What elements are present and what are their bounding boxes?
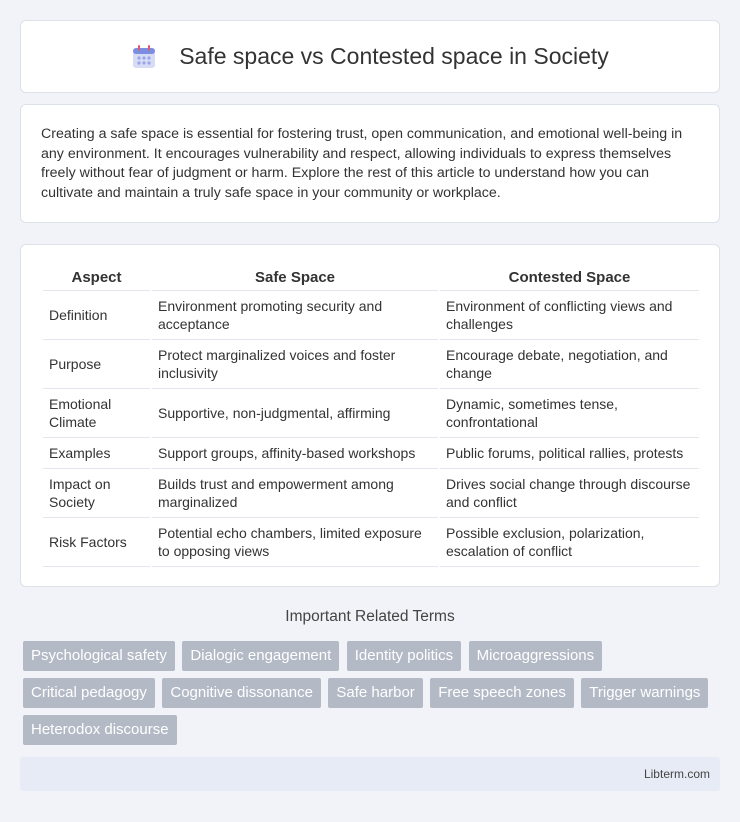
header-safe-space: Safe Space bbox=[151, 265, 439, 291]
comparison-table bbox=[43, 265, 699, 567]
footer-site-link[interactable]: Libterm.com bbox=[643, 767, 710, 781]
row-safe: Potential echo chambers, limited exposure to opposing views bbox=[151, 518, 439, 567]
header-aspect: Aspect bbox=[43, 265, 151, 291]
related-term-tag[interactable]: Identity politics bbox=[347, 641, 461, 671]
row-aspect: Examples bbox=[43, 438, 151, 469]
related-terms-list bbox=[23, 641, 723, 752]
table-header-row bbox=[43, 265, 699, 291]
page-header bbox=[20, 20, 720, 93]
row-aspect: Impact on Society bbox=[43, 469, 151, 518]
row-safe: Protect marginalized voices and foster inclusivity bbox=[151, 340, 439, 389]
row-safe: Supportive, non-judgmental, affirming bbox=[151, 389, 439, 438]
table-row bbox=[43, 340, 699, 389]
intro-text: Creating a safe space is essential for fostering trust, open communication, and emotional well-being in any environment. It encourages vulnerability and respect, allowing individuals to express themselves freely without fear of judgment or harm. Explore the rest of this article to understand how you can cultivate and maintain a truly safe space in your community or workplace. bbox=[41, 126, 683, 201]
row-aspect: Emotional Climate bbox=[43, 389, 151, 438]
row-contested: Drives social change through discourse and conflict bbox=[439, 469, 699, 518]
row-aspect: Risk Factors bbox=[43, 518, 151, 567]
table-row bbox=[43, 469, 699, 518]
table-row bbox=[43, 518, 699, 567]
row-contested: Possible exclusion, polarization, escalation of conflict bbox=[439, 518, 699, 567]
related-term-tag[interactable]: Critical pedagogy bbox=[23, 678, 155, 708]
related-term-tag[interactable]: Microaggressions bbox=[469, 641, 603, 671]
related-term-tag[interactable]: Free speech zones bbox=[430, 678, 574, 708]
row-safe: Builds trust and empowerment among marginalized bbox=[151, 469, 439, 518]
row-safe: Support groups, affinity-based workshops bbox=[151, 438, 439, 469]
row-safe: Environment promoting security and acceptance bbox=[151, 291, 439, 340]
header-contested-space: Contested Space bbox=[439, 265, 699, 291]
row-contested: Environment of conflicting views and challenges bbox=[439, 291, 699, 340]
row-aspect: Purpose bbox=[43, 340, 151, 389]
calendar-grid-icon bbox=[131, 44, 157, 70]
table-row bbox=[43, 389, 699, 438]
related-term-tag[interactable]: Heterodox discourse bbox=[23, 715, 177, 745]
intro-section bbox=[20, 104, 720, 223]
related-term-tag[interactable]: Cognitive dissonance bbox=[162, 678, 321, 708]
table-row bbox=[43, 438, 699, 469]
related-term-tag[interactable]: Trigger warnings bbox=[581, 678, 708, 708]
row-aspect: Definition bbox=[43, 291, 151, 340]
table-row bbox=[43, 291, 699, 340]
row-contested: Public forums, political rallies, protests bbox=[439, 438, 699, 469]
related-terms-title: Important Related Terms bbox=[285, 608, 455, 625]
comparison-table-card bbox=[20, 244, 720, 587]
row-contested: Dynamic, sometimes tense, confrontational bbox=[439, 389, 699, 438]
related-term-tag[interactable]: Dialogic engagement bbox=[182, 641, 339, 671]
page-title: Safe space vs Contested space in Society bbox=[179, 43, 609, 69]
related-term-tag[interactable]: Psychological safety bbox=[23, 641, 175, 671]
related-term-tag[interactable]: Safe harbor bbox=[328, 678, 422, 708]
footer bbox=[20, 757, 720, 791]
row-contested: Encourage debate, negotiation, and change bbox=[439, 340, 699, 389]
